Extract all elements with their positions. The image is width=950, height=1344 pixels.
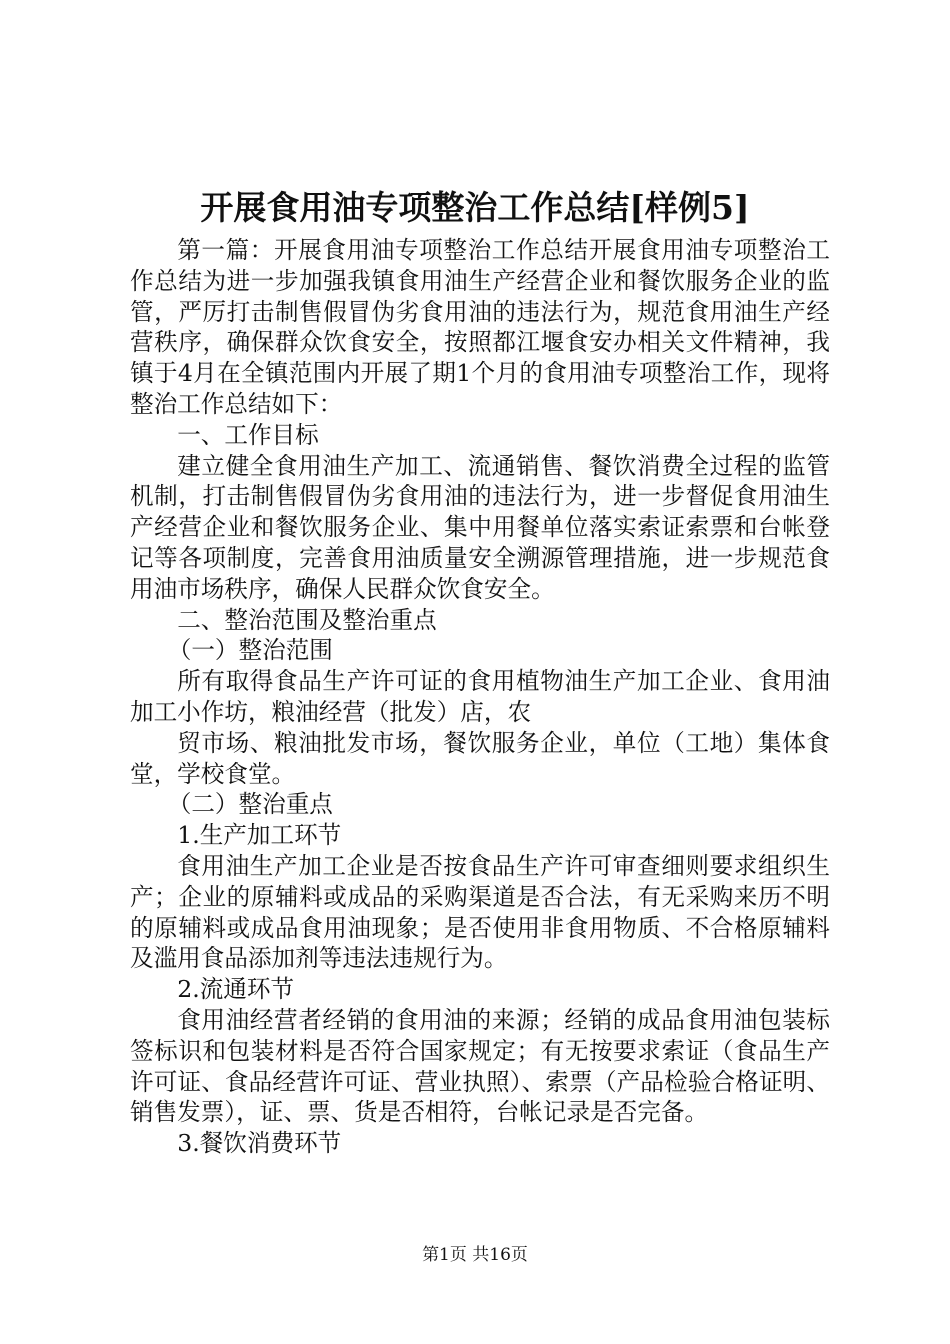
numbered-heading: 1.生产加工环节 [177,821,342,850]
paragraph: 第一篇：开展食用油专项整治工作总结开展食用油专项整治工作总结为进一步加强我镇食用油生产经营企业和餐饮服务企业的监管，严厉打击制售假冒伪劣食用油的违法行为，规范食用油生产经营秩序，确保群众饮食安全，按照都江堰食安办相关文件精神，我镇于4月在全镇范围内开展了期1个月的食用油专项整治工作，现将整治工作总结如下： [130,236,830,418]
numbered-heading: 2.流通环节 [177,975,295,1004]
subsection-heading: （二）整治重点 [167,790,333,819]
paragraph: 所有取得食品生产许可证的食用植物油生产加工企业、食用油加工小作坊，粮油经营（批发）店，农 [130,667,830,726]
document-title: 开展食用油专项整治工作总结[样例5] [200,188,750,227]
section-heading: 一、工作目标 [177,420,319,449]
paragraph: 食用油经营者经销的食用油的来源；经销的成品食用油包装标签标识和包装材料是否符合国家规定；有无按要求索证（食品生产许可证、食品经营许可证、营业执照）、索票（产品检验合格证明、销售发票），证、票、货是否相符，台帐记录是否完备。 [130,1005,830,1127]
subsection-heading: （一）整治范围 [167,636,333,665]
document-body [130,235,830,1159]
numbered-heading: 3.餐饮消费环节 [177,1129,342,1158]
paragraph: 建立健全食用油生产加工、流通销售、餐饮消费全过程的监管机制，打击制售假冒伪劣食用油的违法行为，进一步督促食用油生产经营企业和餐饮服务企业、集中用餐单位落实索证索票和台帐登记等各项制度，完善食用油质量安全溯源管理措施，进一步规范食用油市场秩序，确保人民群众饮食安全。 [130,451,830,603]
paragraph: 食用油生产加工企业是否按食品生产许可审查细则要求组织生产；企业的原辅料或成品的采购渠道是否合法，有无采购来历不明的原辅料或成品食用油现象；是否使用非食用物质、不合格原辅料及滥用食品添加剂等违法违规行为。 [130,851,830,973]
paragraph: 贸市场、粮油批发市场，餐饮服务企业，单位（工地）集体食堂，学校食堂。 [130,728,830,788]
section-heading: 二、整治范围及整治重点 [177,605,437,634]
page-footer: 第1页 共16页 [422,1245,528,1265]
